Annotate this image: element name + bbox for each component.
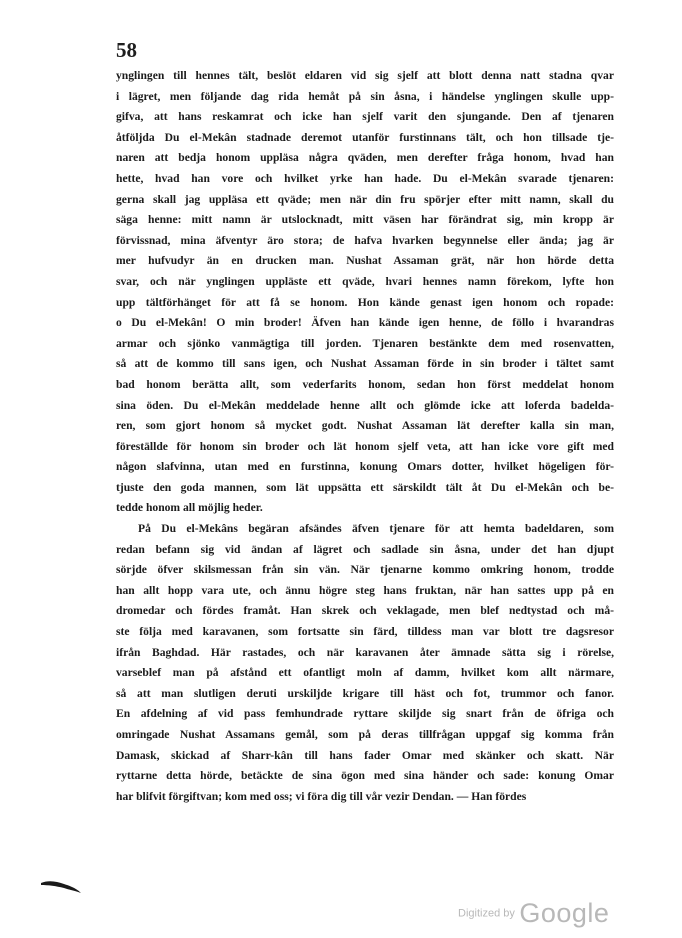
text-line: föreställde för honom sin broder och lät honom sjelf veta, att han icke vore gift med	[116, 439, 614, 453]
ink-smudge-mark	[40, 878, 82, 894]
text-line: någon slafvinna, utan med en furstinna, konung Omars dotter, hvilket högeligen för-	[116, 460, 614, 474]
text-line: gerna skall jag uppläsa ett qväde; men när din fru spörjer efter mitt namn, skall du	[116, 192, 614, 206]
page-number: 58	[116, 38, 137, 62]
digitized-by-label: Digitized by	[458, 907, 515, 920]
body-text	[116, 66, 614, 807]
google-logo-text: Google	[519, 898, 610, 928]
text-line: upp tältförhänget för att få se honom. Hon kände genast igen honom och ropade:	[116, 295, 614, 309]
text-line: sörjde öfver skilsmessan från sin vän. När tjenarne kommo omkring honom, trodde	[116, 563, 614, 577]
text-line: naren att bedja honom uppläsa några qväden, men derefter fråga honom, hvad han	[116, 151, 614, 165]
text-line: så att de kommo till sans igen, och Nushat Assaman förde in sin broder i tältet samt	[116, 357, 614, 371]
text-line: han allt hopp vara ute, och ännu högre steg hans fruktan, när han sattes upp på en	[116, 583, 614, 597]
text-line: åtföljda Du el-Mekân stadnade deremot utanför furstinnans tält, och hon tillsade tje-	[116, 130, 614, 144]
text-line: sina öden. Du el-Mekân meddelade henne allt och glömde icke att loferda badelda-	[116, 398, 614, 412]
paragraph-2	[116, 519, 614, 807]
text-line: omringade Nushat Assamans gemål, som på deras tillfrågan uppgaf sig komma från	[116, 728, 614, 741]
text-line: tedde honom all möjlig heder.	[116, 501, 263, 515]
text-line: har blifvit förgiftvan; kom med oss; vi föra dig till vår vezir Dendan. — Han fördes	[116, 789, 527, 803]
text-line: hette, hvad han vore och hvilket yrke han hade. Du el-Mekân svarade tjenaren:	[116, 171, 614, 185]
text-line: gifva, att hans reskamrat och icke han sjelf varit den sjungande. Den af tjenaren	[116, 110, 614, 124]
text-line: Damask, skickad af Sharr-kân till hans fader Omar med skänker och skatt. När	[116, 748, 614, 762]
paragraph-1	[116, 66, 614, 519]
text-line: ren, som gjort honom så mycket godt. Nushat Assaman lät derefter kalla sin man,	[116, 419, 614, 433]
text-line: På Du el-Mekâns begäran afsändes äfven tjenare för att hemta badeldaren, som	[138, 522, 614, 536]
text-line: mer hufvudyr än en drucken man. Nushat Assaman grät, när hon hörde detta	[116, 254, 614, 268]
text-line: redan befann sig vid ändan af lägret och sadlade sin åsna, under det han djupt	[116, 542, 614, 556]
text-line: ifrån Baghdad. Här rastades, och när karavanen åter ämnade sätta sig i rörelse,	[116, 645, 614, 659]
text-line: i lägret, men följande dag rida hemåt på sin åsna, i händelse ynglingen skulle upp-	[116, 89, 614, 103]
text-line: dromedar och fördes framåt. Han skrek och veklagade, men blef nedtystad och må-	[116, 604, 614, 618]
text-line: o Du el-Mekân! O min broder! Äfven han kände igen henne, de föllo i hvarandras	[116, 316, 614, 330]
text-line: tjuste den goda mannen, som lät uppsätta ett särskildt tält åt Du el-Mekân och be-	[116, 480, 614, 494]
text-line: varseblef man på afstånd ett ofantligt moln af damm, hvilket kom allt närmare,	[116, 666, 614, 680]
text-line: ryttarne detta hörde, betäckte de sina ögon med sina händer och sade: konung Omar	[116, 769, 614, 783]
text-line: En afdelning af vid pass femhundrade ryttare skiljde sig snart från de öfriga och	[116, 707, 614, 721]
text-line: ste följa med karavanen, som fortsatte sin färd, tilldess man var blott tre dagsresor	[116, 625, 614, 639]
text-line: så att man slutligen deruti urskiljde krigare till häst och fot, trummor och fanor.	[116, 686, 614, 700]
text-line: förvissnad, mina äfventyr äro stora; de hafva hvarken begynnelse eller ända; jag är	[116, 233, 614, 247]
digitized-watermark	[458, 898, 609, 929]
text-line: svar, och när ynglingen uppläste ett qväde, hvari hennes namn förekom, lyfte hon	[116, 274, 614, 288]
text-line: säga henne: mitt namn är utslocknadt, mitt väsen har förändrat sig, min kropp är	[116, 213, 614, 227]
text-line: bad honom berätta allt, som vederfarits honom, sedan hon först meddelat honom	[116, 377, 614, 391]
text-line: armar och sjönko vanmägtiga till jorden. Tjenaren bestänkte dem med rosenvatten,	[116, 336, 614, 350]
text-line: ynglingen till hennes tält, beslöt eldaren vid sig sjelf att blott denna natt stadna qvar	[116, 69, 614, 82]
